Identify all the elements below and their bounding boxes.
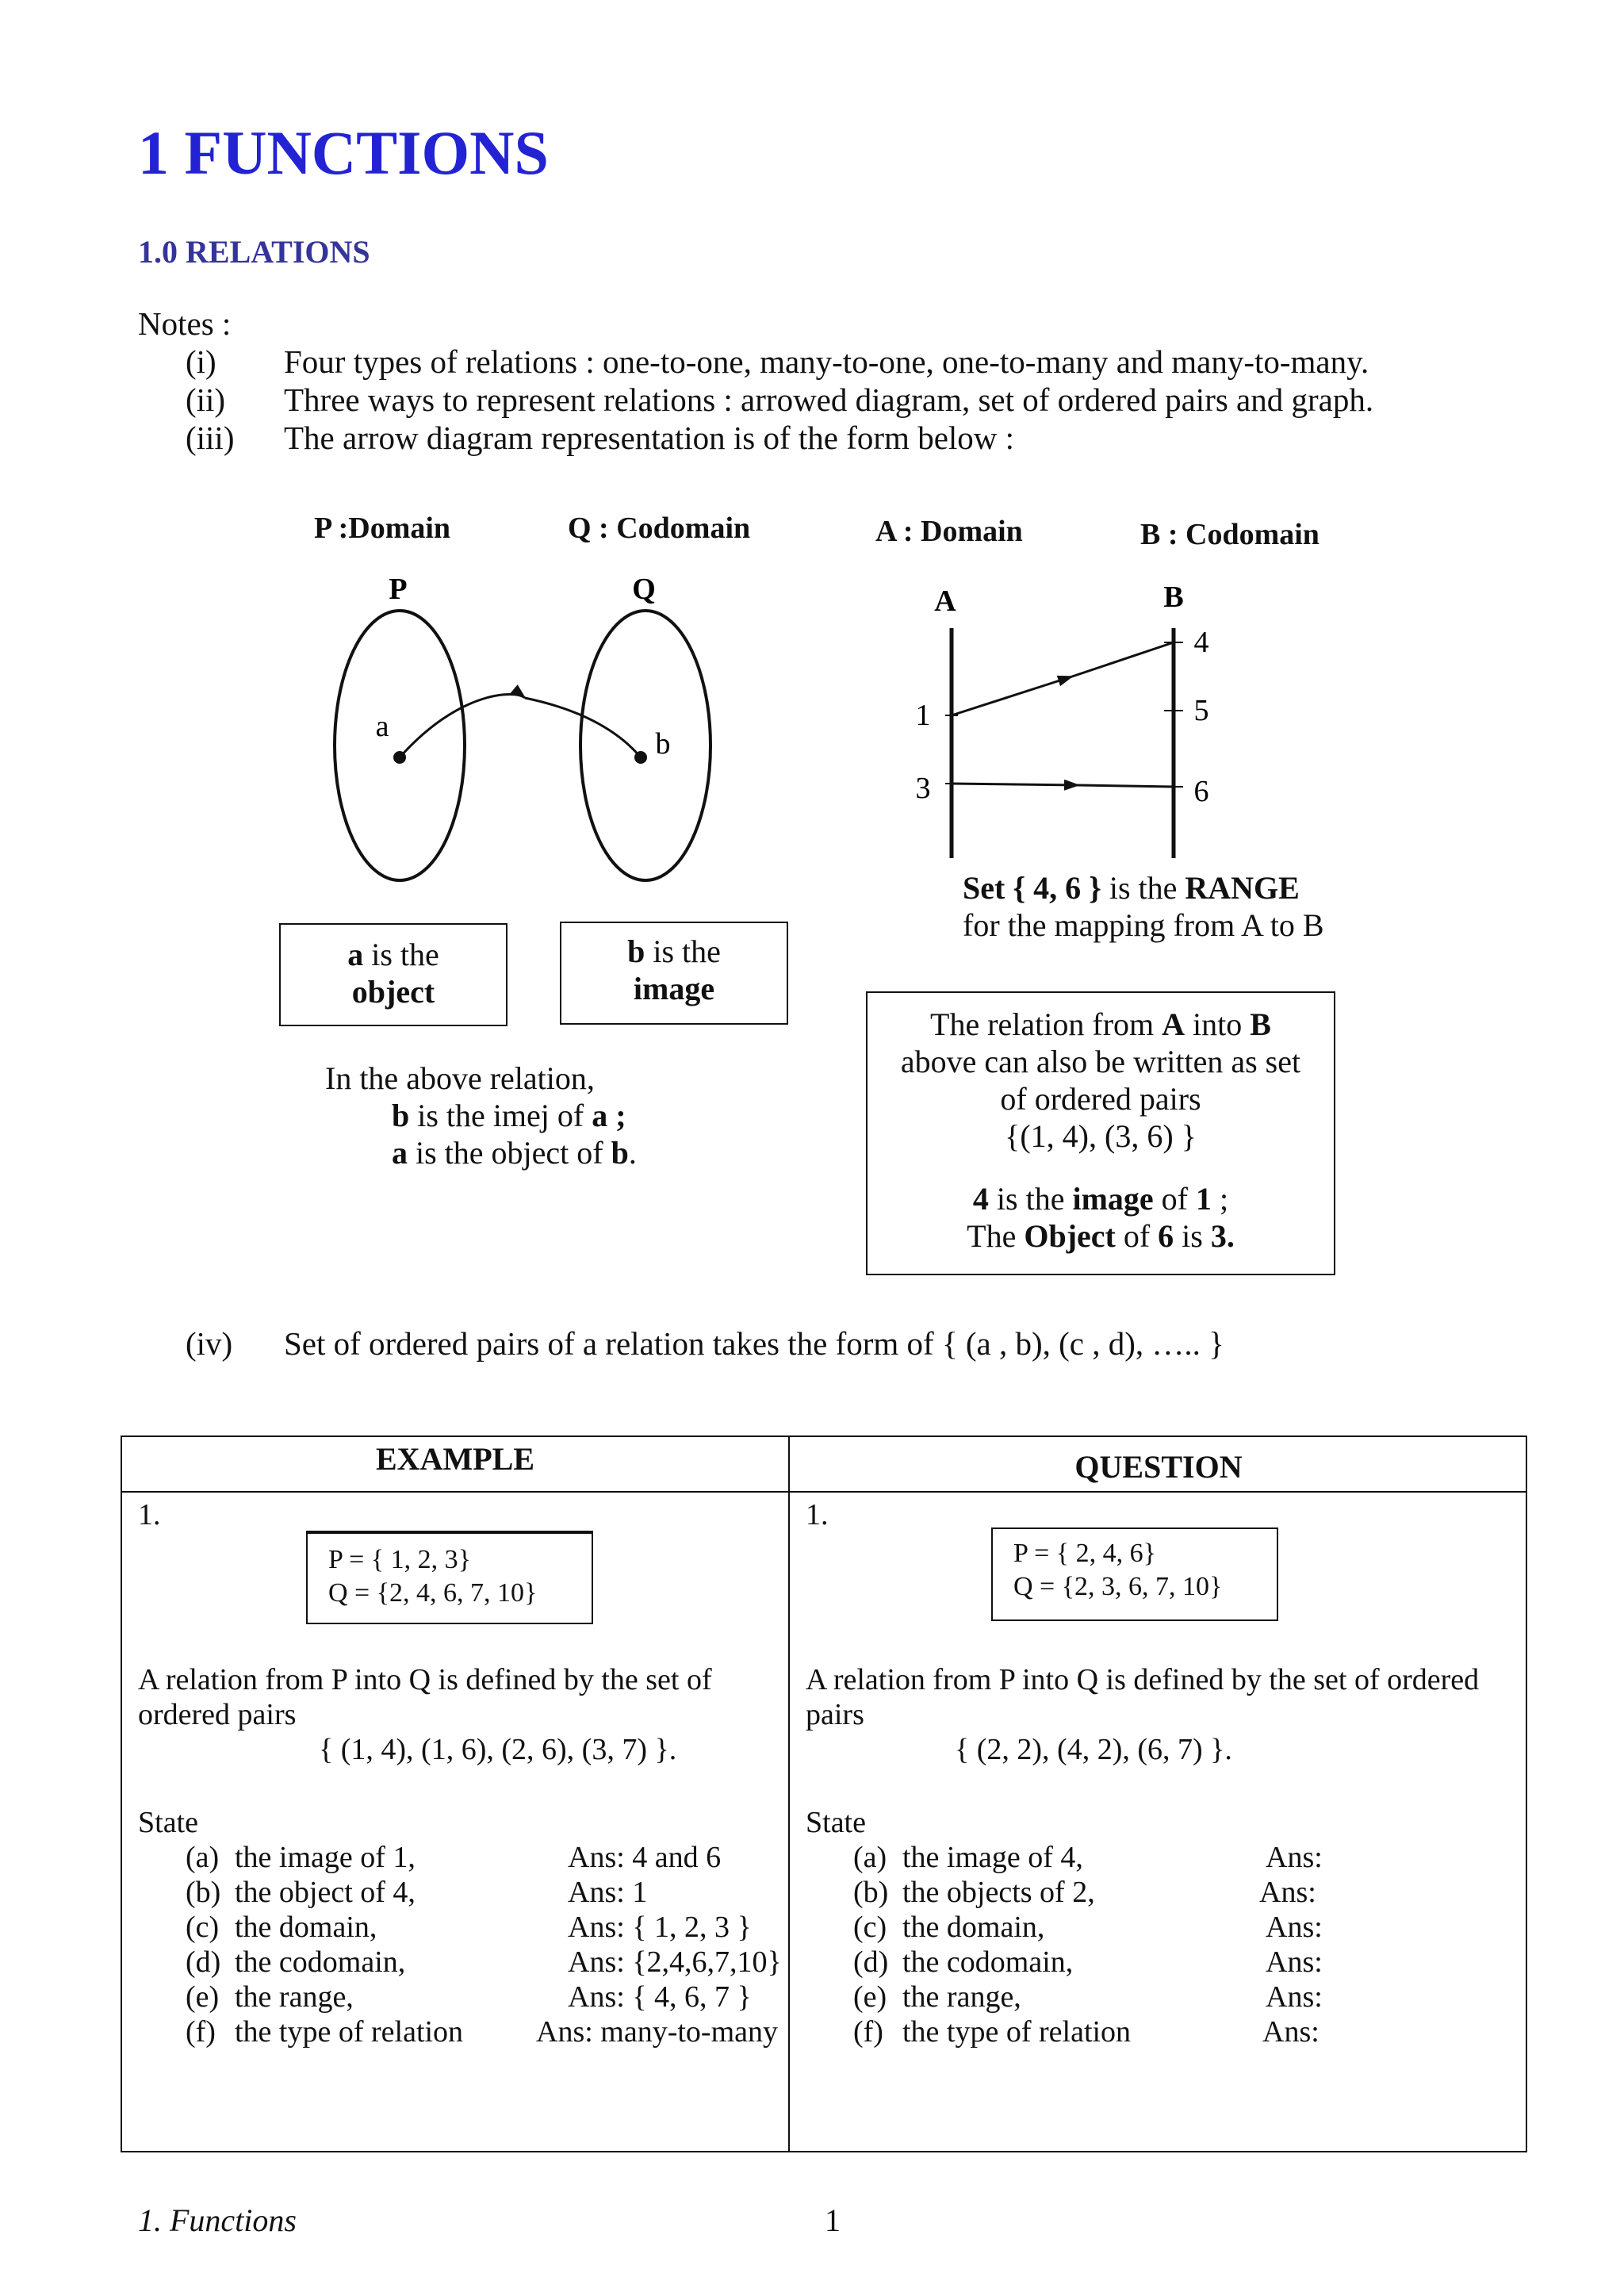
mapping-arrow-3-6 [952, 784, 1078, 785]
example-pairs: { (1, 4), (1, 6), (2, 6), (3, 7) }. [319, 1733, 677, 1766]
a-element-3: 3 [915, 772, 931, 805]
note-num: (ii) [186, 381, 226, 418]
domain-label-a: A : Domain [875, 515, 1023, 548]
note-text: The arrow diagram representation is of the form below : [284, 420, 1015, 456]
domain-label-p: P :Domain [314, 512, 451, 545]
set-a-label: A [934, 585, 956, 618]
note-num: (iv) [186, 1325, 233, 1362]
note-num: (iii) [186, 420, 235, 456]
list-item: (a) the image of 1, Ans: 4 and 6 [186, 1841, 722, 1874]
notes-label: Notes : [138, 305, 232, 342]
example-number: 1. [138, 1498, 161, 1531]
note-text: Three ways to represent relations : arrowed diagram, set of ordered pairs and graph. [284, 381, 1374, 418]
note-text: Set of ordered pairs of a relation takes the form of { (a , b), (c , d), ….. } [284, 1325, 1224, 1362]
set-p-ellipse [335, 611, 465, 880]
list-item: (c) the domain, Ans: [853, 1911, 1323, 1944]
set-q-ellipse [580, 611, 710, 880]
question-items [853, 1840, 1323, 2049]
element-b: b [655, 727, 671, 761]
example-state: State [138, 1806, 198, 1839]
set-b-label: B [1163, 581, 1184, 614]
list-item: (d) the codomain, Ans: {2,4,6,7,10} [186, 1945, 782, 1979]
a-element-1: 1 [915, 699, 931, 732]
arrow-diagram-ab [896, 571, 1237, 864]
footer-chapter: 1. Functions [138, 2202, 297, 2238]
question-description: A relation from P into Q is defined by the set of ordered pairs [806, 1663, 1480, 1731]
note-num: (i) [186, 343, 216, 380]
question-header: QUESTION [1074, 1449, 1243, 1485]
ordered-pairs-box: The relation from A into B above can also be written as set of ordered pairs {(1, 4), (3, 6) } 4 is the image of 1 ; The Object of 6 is 3. [866, 991, 1335, 1275]
page-number: 1 [825, 2202, 841, 2238]
list-item: (a) the image of 4, Ans: [853, 1841, 1323, 1874]
b-element-5: 5 [1193, 694, 1209, 727]
page-title: 1 FUNCTIONS [138, 118, 549, 187]
list-item: (b) the objects of 2, Ans: [853, 1876, 1316, 1909]
b-element-4: 4 [1193, 626, 1209, 659]
list-item: (c) the domain, Ans: { 1, 2, 3 } [186, 1911, 752, 1944]
list-item: (e) the range, Ans: [853, 1980, 1323, 2014]
object-box: a is the object [279, 923, 508, 1026]
example-sets-box: P = { 1, 2, 3} Q = {2, 4, 6, 7, 10} [306, 1531, 593, 1624]
range-note: Set { 4, 6 } is the RANGE for the mapping from A to B [963, 870, 1324, 943]
question-number: 1. [806, 1498, 829, 1531]
codomain-label-q: Q : Codomain [568, 512, 751, 545]
list-item: (d) the codomain, Ans: [853, 1945, 1323, 1979]
relation-caption: In the above relation, b is the imej of a ; a is the object of b. [325, 1060, 637, 1171]
list-item: (f) the type of relation Ans: [853, 2015, 1320, 2049]
list-item: (b) the object of 4, Ans: 1 [186, 1876, 648, 1909]
set-q-label: Q [632, 573, 656, 606]
question-pairs: { (2, 2), (4, 2), (6, 7) }. [955, 1733, 1232, 1766]
image-box: b is the image [560, 922, 788, 1025]
list-item: (f) the type of relation Ans: many-to-many [186, 2015, 779, 2049]
section-title: 1.0 RELATIONS [138, 234, 370, 270]
note-text: Four types of relations : one-to-one, many-to-one, one-to-many and many-to-many. [284, 343, 1369, 380]
example-header: EXAMPLE [376, 1441, 534, 1477]
question-state: State [806, 1806, 866, 1839]
arrow-diagram-pq [301, 563, 745, 904]
list-item: (e) the range, Ans: { 4, 6, 7 } [186, 1980, 752, 2014]
b-element-6: 6 [1193, 775, 1209, 808]
question-sets-box: P = { 2, 4, 6} Q = {2, 3, 6, 7, 10} [991, 1527, 1278, 1621]
example-description: A relation from P into Q is defined by the set of ordered pairs [138, 1663, 712, 1731]
codomain-label-b: B : Codomain [1140, 518, 1320, 551]
set-p-label: P [389, 573, 408, 606]
example-items [186, 1840, 782, 2049]
mapping-arrow-1-4 [952, 677, 1072, 715]
example-question-table [121, 1435, 1527, 2152]
element-a: a [375, 710, 389, 743]
